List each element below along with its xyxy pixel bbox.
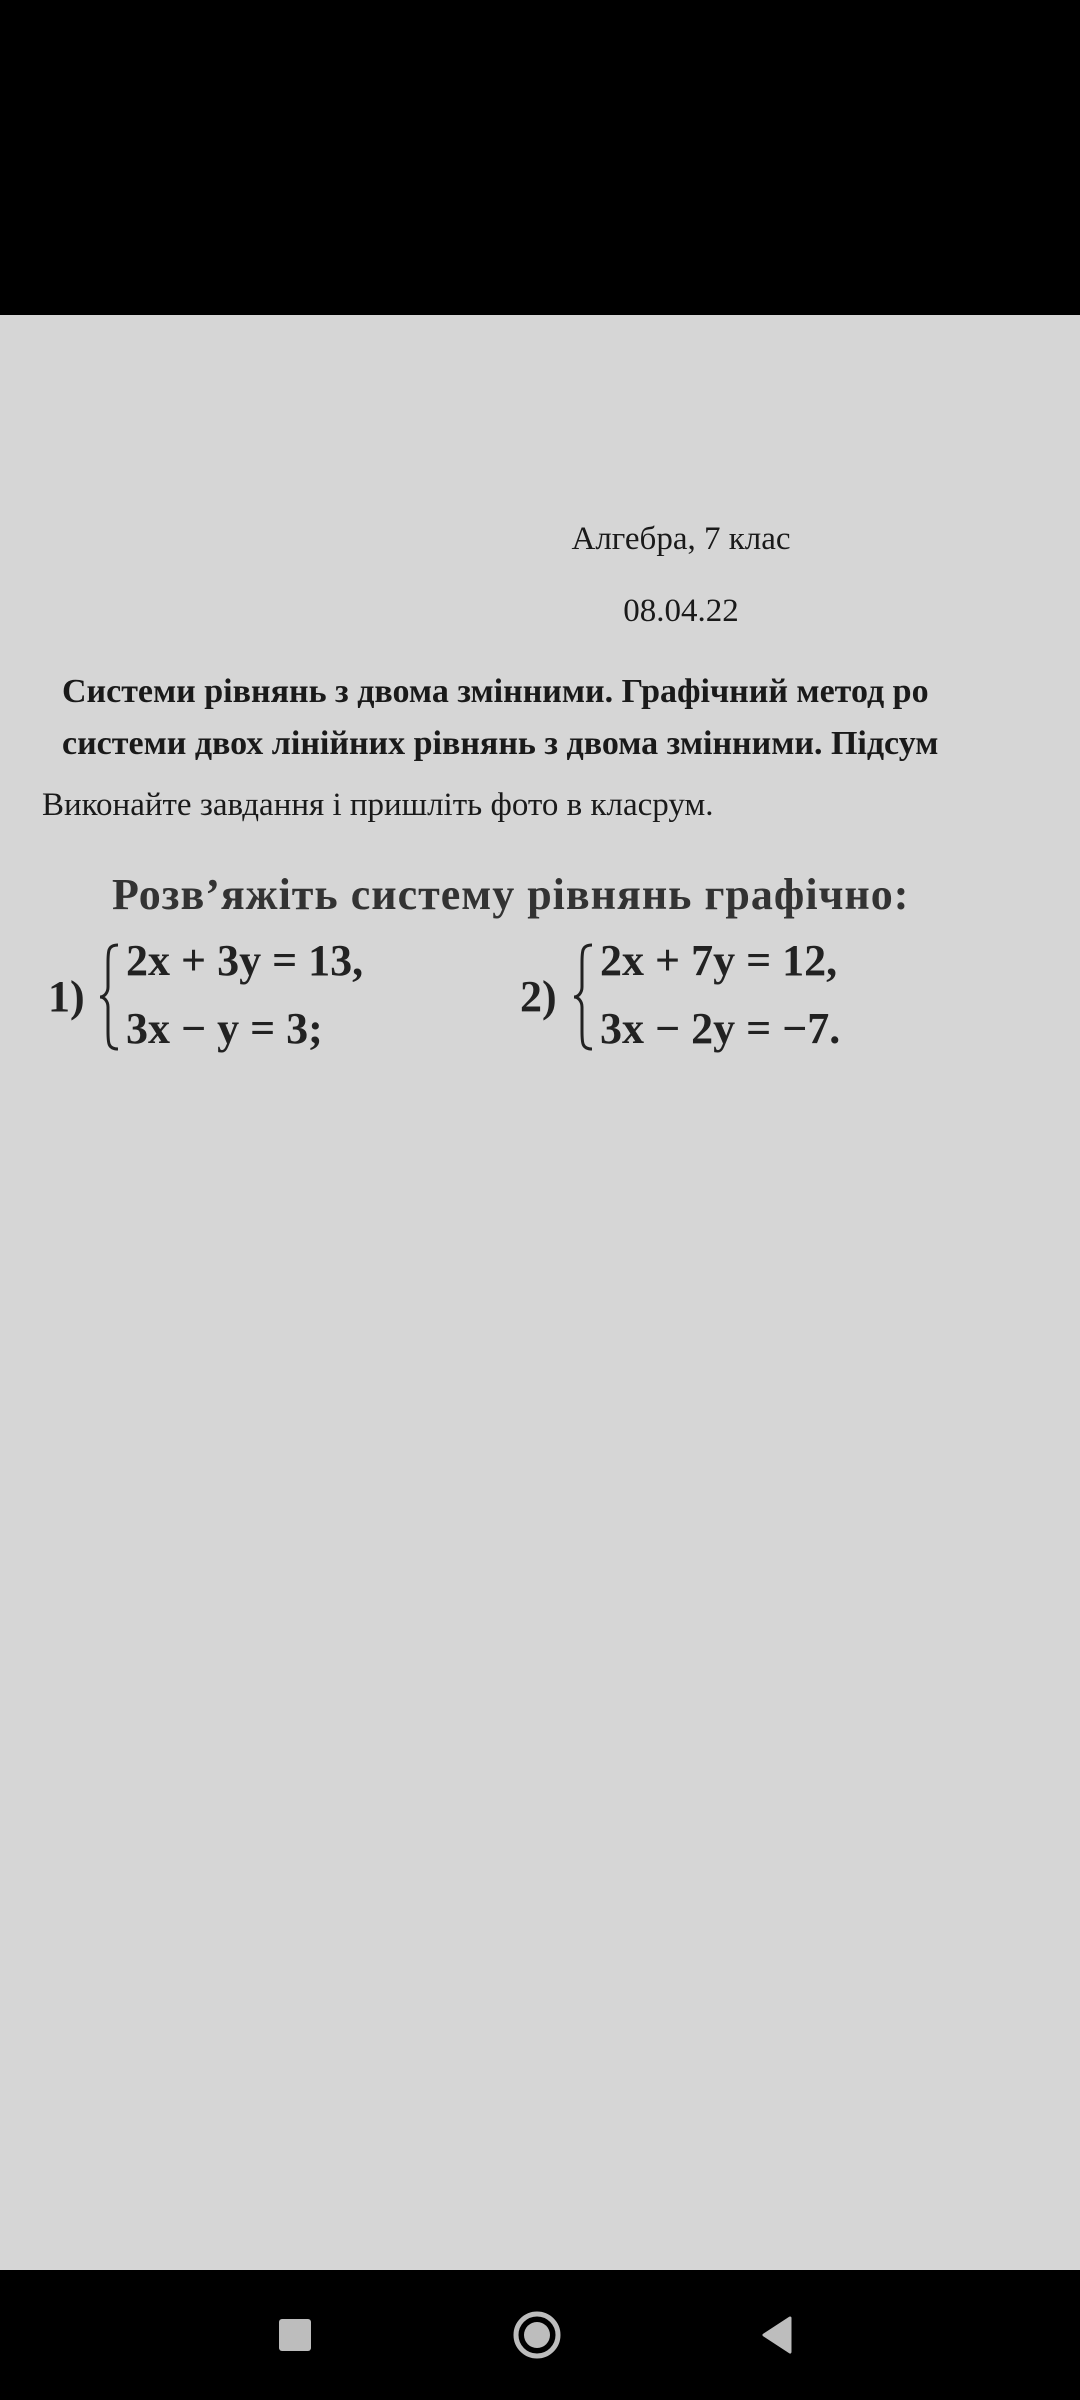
instruction-text: Виконайте завдання і пришліть фото в класрум.: [42, 787, 714, 823]
topic-title: [62, 666, 938, 770]
home-icon[interactable]: [512, 2310, 562, 2360]
subject-heading: Алгебра, 7 клас: [571, 521, 791, 557]
brace-icon: [572, 943, 594, 1051]
back-icon[interactable]: [752, 2310, 802, 2360]
document-page: [0, 315, 1080, 2270]
system-1-equation-1: 2x + 3y = 13,: [126, 936, 364, 985]
topic-line-2: системи двох лінійних рівнянь з двома змінними. Підсум: [62, 725, 939, 762]
system-2-equation-2: 3x − 2y = −7.: [600, 1004, 841, 1053]
topic-line-1: Системи рівнянь з двома змінними. Графічний метод ро: [62, 673, 929, 710]
navigation-bar: [0, 2270, 1080, 2400]
date-heading: 08.04.22: [623, 593, 739, 629]
recents-icon[interactable]: [270, 2310, 320, 2360]
brace-icon: [98, 943, 120, 1051]
system-number: 2): [520, 972, 557, 1021]
system-1-equation-2: 3x − y = 3;: [126, 1004, 323, 1053]
task-title: Розв’яжіть систему рівнянь графічно:: [112, 870, 910, 919]
system-number: 1): [48, 972, 85, 1021]
equation-system-1: [48, 935, 468, 1065]
equation-system-2: [520, 935, 970, 1065]
system-2-equation-1: 2x + 7y = 12,: [600, 936, 838, 985]
